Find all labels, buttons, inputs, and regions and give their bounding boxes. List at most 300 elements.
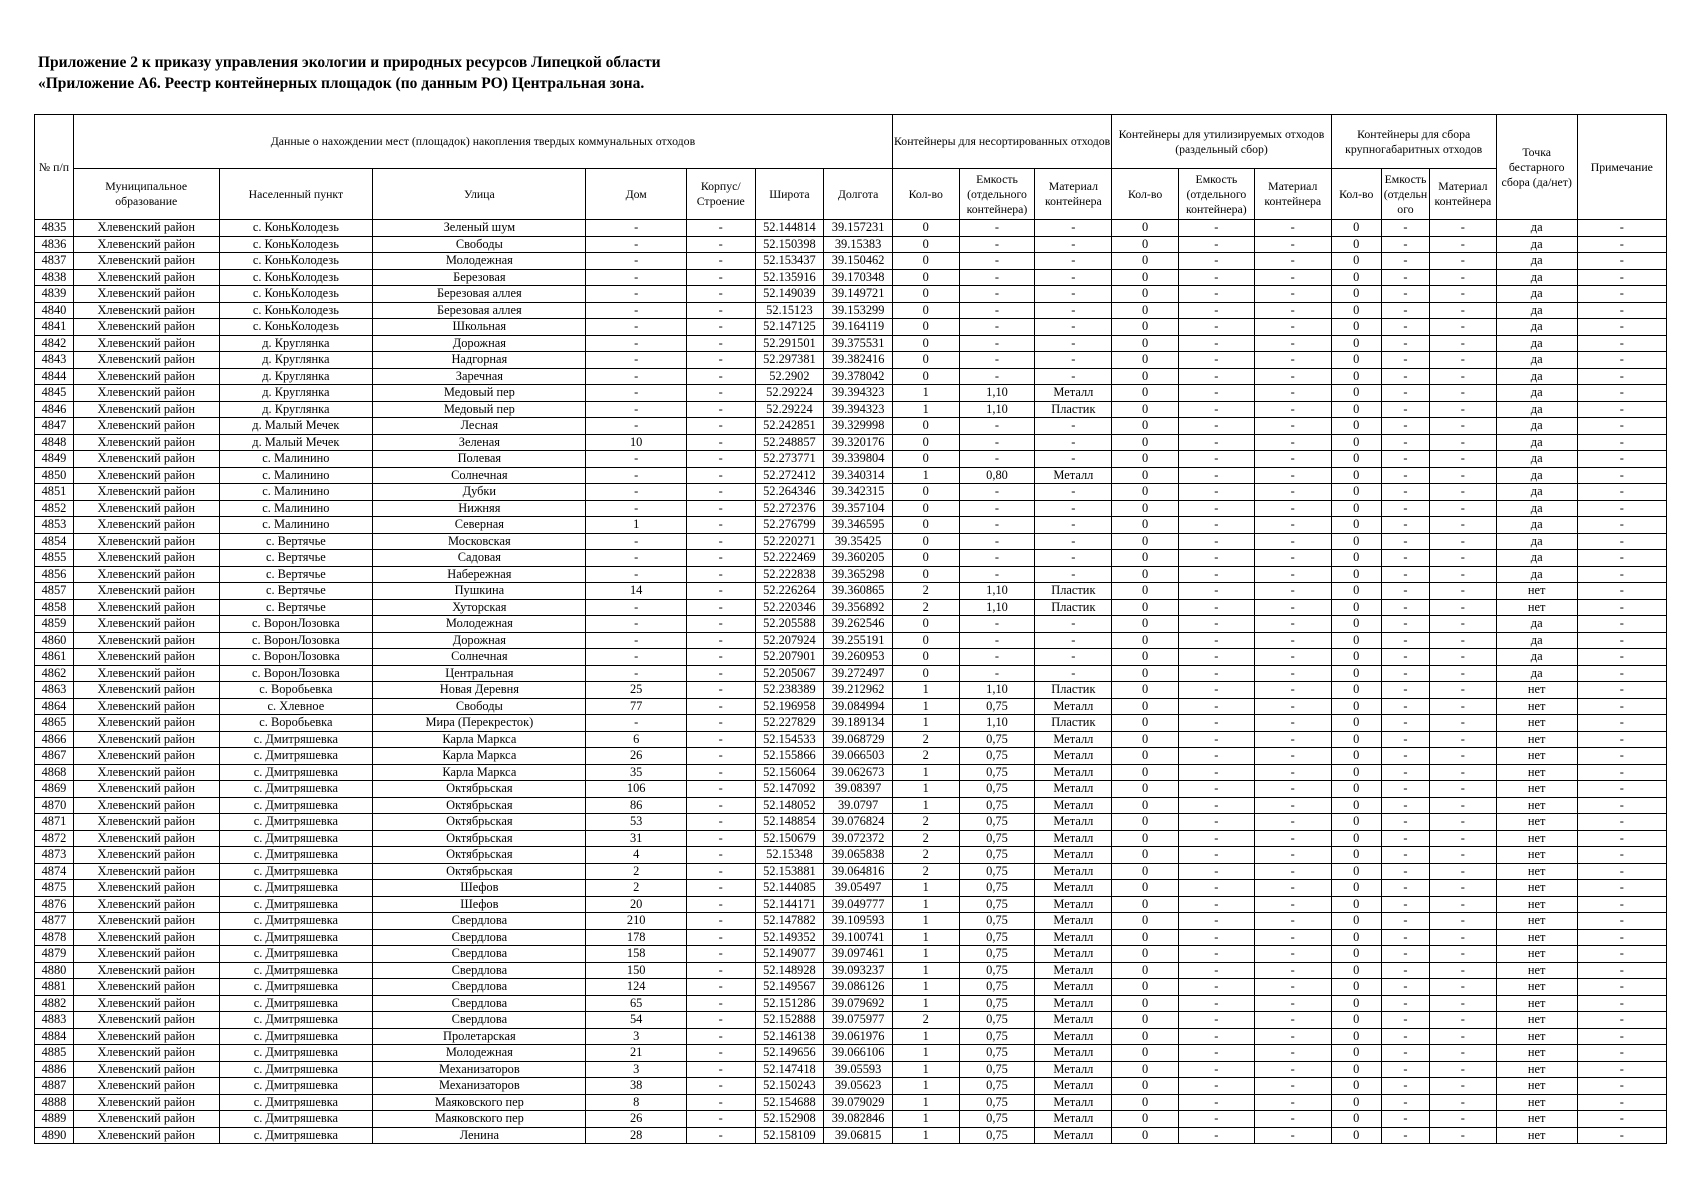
cell-building: - <box>686 946 755 963</box>
cell-lat: 52.150398 <box>755 236 824 253</box>
cell-recycled-capacity: - <box>1178 253 1254 270</box>
cell-unsorted-count: 2 <box>892 583 959 600</box>
cell-unsorted-material: Металл <box>1035 946 1112 963</box>
cell-building: - <box>686 352 755 369</box>
cell-note: - <box>1577 764 1666 781</box>
cell-street: Свободы <box>373 236 586 253</box>
cell-bulky-material: - <box>1430 335 1497 352</box>
cell-unsorted-capacity: - <box>959 236 1035 253</box>
cell-bulky-material: - <box>1430 517 1497 534</box>
cell-point: нет <box>1496 731 1577 748</box>
cell-note: - <box>1577 269 1666 286</box>
cell-bulky-capacity: - <box>1381 253 1429 270</box>
cell-note: - <box>1577 434 1666 451</box>
cell-point: нет <box>1496 962 1577 979</box>
cell-num: 4881 <box>35 979 74 996</box>
cell-unsorted-capacity: 1,10 <box>959 385 1035 402</box>
cell-unsorted-material: Металл <box>1035 995 1112 1012</box>
cell-bulky-material: - <box>1430 962 1497 979</box>
cell-bulky-capacity: - <box>1381 220 1429 237</box>
cell-num: 4836 <box>35 236 74 253</box>
table-row <box>35 649 1667 666</box>
cell-settlement: с. Вертячье <box>219 550 373 567</box>
cell-point: да <box>1496 550 1577 567</box>
cell-house: - <box>586 352 686 369</box>
cell-recycled-capacity: - <box>1178 748 1254 765</box>
cell-building: - <box>686 715 755 732</box>
cell-lat: 52.29224 <box>755 385 824 402</box>
cell-bulky-material: - <box>1430 748 1497 765</box>
cell-recycled-material: - <box>1254 302 1331 319</box>
cell-num: 4837 <box>35 253 74 270</box>
cell-street: Октябрьская <box>373 830 586 847</box>
cell-unsorted-capacity: - <box>959 418 1035 435</box>
cell-num: 4848 <box>35 434 74 451</box>
cell-recycled-capacity: - <box>1178 517 1254 534</box>
table-row <box>35 913 1667 930</box>
cell-recycled-count: 0 <box>1112 583 1179 600</box>
cell-recycled-capacity: - <box>1178 814 1254 831</box>
cell-house: 158 <box>586 946 686 963</box>
cell-house: - <box>586 665 686 682</box>
cell-municipality: Хлевенский район <box>73 896 219 913</box>
cell-lon: 39.272497 <box>824 665 893 682</box>
table-row <box>35 434 1667 451</box>
header-note: Примечание <box>1577 115 1666 220</box>
cell-note: - <box>1577 517 1666 534</box>
cell-unsorted-count: 1 <box>892 385 959 402</box>
cell-municipality: Хлевенский район <box>73 1012 219 1029</box>
cell-street: Свердлова <box>373 1012 586 1029</box>
cell-house: - <box>586 550 686 567</box>
cell-street: Свердлова <box>373 995 586 1012</box>
cell-house: 86 <box>586 797 686 814</box>
cell-building: - <box>686 566 755 583</box>
cell-bulky-capacity: - <box>1381 286 1429 303</box>
cell-settlement: с. Дмитряшевка <box>219 1045 373 1062</box>
cell-recycled-material: - <box>1254 352 1331 369</box>
cell-municipality: Хлевенский район <box>73 286 219 303</box>
cell-point: нет <box>1496 863 1577 880</box>
cell-house: - <box>586 616 686 633</box>
cell-unsorted-count: 1 <box>892 995 959 1012</box>
cell-unsorted-material: Металл <box>1035 1061 1112 1078</box>
cell-street: Солнечная <box>373 649 586 666</box>
cell-lon: 39.339804 <box>824 451 893 468</box>
cell-recycled-count: 0 <box>1112 451 1179 468</box>
cell-house: - <box>586 715 686 732</box>
cell-unsorted-capacity: - <box>959 517 1035 534</box>
cell-street: Солнечная <box>373 467 586 484</box>
cell-bulky-count: 0 <box>1331 913 1381 930</box>
cell-street: Лесная <box>373 418 586 435</box>
cell-num: 4867 <box>35 748 74 765</box>
cell-house: 178 <box>586 929 686 946</box>
cell-lon: 39.346595 <box>824 517 893 534</box>
cell-recycled-material: - <box>1254 1111 1331 1128</box>
cell-unsorted-capacity: - <box>959 352 1035 369</box>
table-row <box>35 550 1667 567</box>
cell-bulky-count: 0 <box>1331 962 1381 979</box>
table-row <box>35 385 1667 402</box>
cell-point: нет <box>1496 599 1577 616</box>
cell-lon: 39.356892 <box>824 599 893 616</box>
cell-bulky-material: - <box>1430 599 1497 616</box>
cell-unsorted-material: - <box>1035 286 1112 303</box>
cell-recycled-material: - <box>1254 797 1331 814</box>
cell-point: да <box>1496 269 1577 286</box>
cell-house: 26 <box>586 1111 686 1128</box>
cell-note: - <box>1577 467 1666 484</box>
cell-municipality: Хлевенский район <box>73 1028 219 1045</box>
cell-note: - <box>1577 962 1666 979</box>
cell-recycled-capacity: - <box>1178 665 1254 682</box>
cell-point: да <box>1496 649 1577 666</box>
cell-street: Молодежная <box>373 1045 586 1062</box>
cell-settlement: с. Малинино <box>219 517 373 534</box>
cell-lat: 52.227829 <box>755 715 824 732</box>
cell-note: - <box>1577 335 1666 352</box>
table-row <box>35 830 1667 847</box>
cell-bulky-capacity: - <box>1381 401 1429 418</box>
cell-lat: 52.154533 <box>755 731 824 748</box>
cell-recycled-capacity: - <box>1178 236 1254 253</box>
table-row <box>35 302 1667 319</box>
cell-bulky-material: - <box>1430 401 1497 418</box>
cell-street: Полевая <box>373 451 586 468</box>
cell-note: - <box>1577 649 1666 666</box>
cell-settlement: д. Круглянка <box>219 385 373 402</box>
cell-building: - <box>686 467 755 484</box>
cell-lon: 39.061976 <box>824 1028 893 1045</box>
table-row <box>35 665 1667 682</box>
cell-recycled-capacity: - <box>1178 484 1254 501</box>
cell-bulky-capacity: - <box>1381 599 1429 616</box>
cell-point: да <box>1496 533 1577 550</box>
cell-recycled-material: - <box>1254 649 1331 666</box>
cell-recycled-material: - <box>1254 830 1331 847</box>
cell-street: Набережная <box>373 566 586 583</box>
cell-unsorted-count: 2 <box>892 863 959 880</box>
cell-recycled-capacity: - <box>1178 880 1254 897</box>
cell-bulky-count: 0 <box>1331 484 1381 501</box>
cell-bulky-capacity: - <box>1381 500 1429 517</box>
cell-unsorted-capacity: 1,10 <box>959 715 1035 732</box>
cell-settlement: с. Дмитряшевка <box>219 1028 373 1045</box>
cell-bulky-count: 0 <box>1331 1094 1381 1111</box>
cell-settlement: с. Дмитряшевка <box>219 1127 373 1144</box>
cell-unsorted-capacity: 0,75 <box>959 1127 1035 1144</box>
cell-recycled-count: 0 <box>1112 1028 1179 1045</box>
cell-bulky-material: - <box>1430 220 1497 237</box>
cell-house: - <box>586 385 686 402</box>
cell-building: - <box>686 995 755 1012</box>
cell-unsorted-count: 0 <box>892 253 959 270</box>
cell-recycled-count: 0 <box>1112 962 1179 979</box>
cell-settlement: д. Круглянка <box>219 401 373 418</box>
cell-building: - <box>686 616 755 633</box>
cell-recycled-count: 0 <box>1112 781 1179 798</box>
cell-street: Зеленая <box>373 434 586 451</box>
cell-point: нет <box>1496 896 1577 913</box>
cell-num: 4866 <box>35 731 74 748</box>
cell-recycled-count: 0 <box>1112 484 1179 501</box>
cell-house: 124 <box>586 979 686 996</box>
cell-recycled-count: 0 <box>1112 616 1179 633</box>
cell-bulky-capacity: - <box>1381 1045 1429 1062</box>
cell-bulky-count: 0 <box>1331 467 1381 484</box>
cell-num: 4859 <box>35 616 74 633</box>
cell-building: - <box>686 434 755 451</box>
cell-bulky-capacity: - <box>1381 913 1429 930</box>
cell-recycled-capacity: - <box>1178 1012 1254 1029</box>
cell-building: - <box>686 319 755 336</box>
cell-settlement: с. Малинино <box>219 467 373 484</box>
cell-note: - <box>1577 368 1666 385</box>
cell-unsorted-count: 2 <box>892 830 959 847</box>
cell-municipality: Хлевенский район <box>73 863 219 880</box>
cell-bulky-count: 0 <box>1331 583 1381 600</box>
cell-building: - <box>686 863 755 880</box>
cell-unsorted-count: 0 <box>892 616 959 633</box>
cell-house: 2 <box>586 863 686 880</box>
cell-recycled-count: 0 <box>1112 1078 1179 1095</box>
table-row <box>35 467 1667 484</box>
cell-recycled-count: 0 <box>1112 500 1179 517</box>
cell-unsorted-capacity: - <box>959 319 1035 336</box>
cell-unsorted-material: - <box>1035 319 1112 336</box>
cell-bulky-material: - <box>1430 682 1497 699</box>
cell-unsorted-material: Металл <box>1035 880 1112 897</box>
cell-municipality: Хлевенский район <box>73 418 219 435</box>
cell-point: нет <box>1496 814 1577 831</box>
cell-note: - <box>1577 913 1666 930</box>
cell-point: нет <box>1496 797 1577 814</box>
cell-municipality: Хлевенский район <box>73 533 219 550</box>
cell-unsorted-capacity: - <box>959 533 1035 550</box>
cell-municipality: Хлевенский район <box>73 632 219 649</box>
cell-bulky-count: 0 <box>1331 220 1381 237</box>
cell-recycled-capacity: - <box>1178 451 1254 468</box>
cell-recycled-capacity: - <box>1178 946 1254 963</box>
cell-recycled-capacity: - <box>1178 1061 1254 1078</box>
cell-bulky-capacity: - <box>1381 616 1429 633</box>
cell-unsorted-material: Металл <box>1035 1012 1112 1029</box>
cell-house: 1 <box>586 517 686 534</box>
cell-bulky-material: - <box>1430 1045 1497 1062</box>
cell-point: нет <box>1496 682 1577 699</box>
cell-unsorted-capacity: 0,75 <box>959 1094 1035 1111</box>
cell-lon: 39.255191 <box>824 632 893 649</box>
cell-municipality: Хлевенский район <box>73 764 219 781</box>
header-bulky-capacity: Емкость (отдельн ого <box>1381 169 1429 220</box>
cell-bulky-capacity: - <box>1381 533 1429 550</box>
cell-recycled-count: 0 <box>1112 220 1179 237</box>
cell-recycled-count: 0 <box>1112 401 1179 418</box>
cell-recycled-capacity: - <box>1178 863 1254 880</box>
cell-settlement: с. Дмитряшевка <box>219 880 373 897</box>
cell-recycled-capacity: - <box>1178 368 1254 385</box>
cell-house: - <box>586 632 686 649</box>
cell-municipality: Хлевенский район <box>73 847 219 864</box>
cell-building: - <box>686 632 755 649</box>
cell-unsorted-material: Металл <box>1035 731 1112 748</box>
cell-num: 4853 <box>35 517 74 534</box>
cell-point: да <box>1496 566 1577 583</box>
cell-num: 4870 <box>35 797 74 814</box>
cell-unsorted-count: 1 <box>892 715 959 732</box>
cell-note: - <box>1577 847 1666 864</box>
cell-unsorted-capacity: - <box>959 484 1035 501</box>
header-point: Точка бестарного сбора (да/нет) <box>1496 115 1577 220</box>
table-row <box>35 599 1667 616</box>
cell-unsorted-capacity: - <box>959 269 1035 286</box>
cell-building: - <box>686 764 755 781</box>
cell-municipality: Хлевенский район <box>73 731 219 748</box>
cell-note: - <box>1577 1111 1666 1128</box>
cell-municipality: Хлевенский район <box>73 269 219 286</box>
cell-bulky-count: 0 <box>1331 715 1381 732</box>
header-lon: Долгота <box>824 169 893 220</box>
cell-settlement: с. ВоронЛозовка <box>219 616 373 633</box>
cell-building: - <box>686 401 755 418</box>
cell-num: 4883 <box>35 1012 74 1029</box>
cell-building: - <box>686 302 755 319</box>
cell-municipality: Хлевенский район <box>73 500 219 517</box>
cell-bulky-count: 0 <box>1331 1028 1381 1045</box>
cell-settlement: с. Дмитряшевка <box>219 995 373 1012</box>
cell-settlement: с. ВоронЛозовка <box>219 632 373 649</box>
cell-unsorted-count: 0 <box>892 632 959 649</box>
cell-lat: 52.205067 <box>755 665 824 682</box>
cell-building: - <box>686 253 755 270</box>
cell-recycled-material: - <box>1254 253 1331 270</box>
cell-unsorted-material: Металл <box>1035 1028 1112 1045</box>
cell-lon: 39.05623 <box>824 1078 893 1095</box>
cell-lat: 52.291501 <box>755 335 824 352</box>
cell-lon: 39.05593 <box>824 1061 893 1078</box>
cell-recycled-material: - <box>1254 1028 1331 1045</box>
cell-lon: 39.065838 <box>824 847 893 864</box>
cell-unsorted-material: Металл <box>1035 797 1112 814</box>
cell-bulky-material: - <box>1430 368 1497 385</box>
cell-house: - <box>586 368 686 385</box>
cell-note: - <box>1577 946 1666 963</box>
header-bulky-material: Материал контейнера <box>1430 169 1497 220</box>
cell-recycled-capacity: - <box>1178 319 1254 336</box>
cell-street: Маяковского пер <box>373 1111 586 1128</box>
cell-lat: 52.153437 <box>755 253 824 270</box>
cell-lon: 39.062673 <box>824 764 893 781</box>
cell-municipality: Хлевенский район <box>73 748 219 765</box>
header-unsorted-capacity: Емкость (отдельного контейнера) <box>959 169 1035 220</box>
cell-municipality: Хлевенский район <box>73 962 219 979</box>
table-row <box>35 715 1667 732</box>
cell-settlement: с. Вертячье <box>219 566 373 583</box>
cell-settlement: с. Дмитряшевка <box>219 814 373 831</box>
cell-lat: 52.158109 <box>755 1127 824 1144</box>
cell-num: 4889 <box>35 1111 74 1128</box>
cell-point: да <box>1496 418 1577 435</box>
cell-recycled-capacity: - <box>1178 500 1254 517</box>
cell-unsorted-count: 0 <box>892 269 959 286</box>
cell-municipality: Хлевенский район <box>73 913 219 930</box>
table-row <box>35 269 1667 286</box>
cell-unsorted-count: 2 <box>892 599 959 616</box>
cell-house: - <box>586 649 686 666</box>
cell-bulky-material: - <box>1430 434 1497 451</box>
cell-point: да <box>1496 665 1577 682</box>
cell-house: - <box>586 500 686 517</box>
cell-recycled-capacity: - <box>1178 616 1254 633</box>
cell-lat: 52.147882 <box>755 913 824 930</box>
cell-recycled-capacity: - <box>1178 962 1254 979</box>
cell-municipality: Хлевенский район <box>73 550 219 567</box>
cell-recycled-capacity: - <box>1178 781 1254 798</box>
cell-building: - <box>686 698 755 715</box>
cell-unsorted-count: 1 <box>892 1028 959 1045</box>
cell-recycled-material: - <box>1254 1127 1331 1144</box>
cell-bulky-count: 0 <box>1331 764 1381 781</box>
cell-num: 4846 <box>35 401 74 418</box>
cell-building: - <box>686 649 755 666</box>
table-row <box>35 1111 1667 1128</box>
cell-recycled-material: - <box>1254 731 1331 748</box>
cell-municipality: Хлевенский район <box>73 995 219 1012</box>
cell-bulky-capacity: - <box>1381 698 1429 715</box>
table-row <box>35 533 1667 550</box>
cell-num: 4880 <box>35 962 74 979</box>
cell-num: 4850 <box>35 467 74 484</box>
cell-bulky-count: 0 <box>1331 748 1381 765</box>
cell-house: 35 <box>586 764 686 781</box>
header-location-group: Данные о нахождении мест (площадок) накопления твердых коммунальных отходов <box>73 115 892 169</box>
cell-building: - <box>686 335 755 352</box>
cell-street: Пролетарская <box>373 1028 586 1045</box>
cell-bulky-count: 0 <box>1331 1012 1381 1029</box>
header-recycled-count: Кол-во <box>1112 169 1179 220</box>
cell-unsorted-count: 1 <box>892 698 959 715</box>
cell-lon: 39.357104 <box>824 500 893 517</box>
cell-bulky-material: - <box>1430 500 1497 517</box>
cell-lat: 52.156064 <box>755 764 824 781</box>
cell-unsorted-material: - <box>1035 517 1112 534</box>
cell-unsorted-count: 0 <box>892 352 959 369</box>
cell-lon: 39.394323 <box>824 385 893 402</box>
cell-bulky-capacity: - <box>1381 1028 1429 1045</box>
cell-unsorted-material: Металл <box>1035 764 1112 781</box>
cell-settlement: с. Дмитряшевка <box>219 1078 373 1095</box>
cell-bulky-count: 0 <box>1331 781 1381 798</box>
cell-house: 150 <box>586 962 686 979</box>
cell-recycled-capacity: - <box>1178 731 1254 748</box>
cell-street: Шефов <box>373 896 586 913</box>
table-row <box>35 962 1667 979</box>
table-row <box>35 880 1667 897</box>
cell-street: Шефов <box>373 880 586 897</box>
cell-bulky-material: - <box>1430 880 1497 897</box>
cell-house: 2 <box>586 880 686 897</box>
cell-lat: 52.144171 <box>755 896 824 913</box>
cell-recycled-count: 0 <box>1112 1012 1179 1029</box>
cell-municipality: Хлевенский район <box>73 583 219 600</box>
cell-house: 3 <box>586 1028 686 1045</box>
table-row <box>35 896 1667 913</box>
cell-unsorted-count: 1 <box>892 1111 959 1128</box>
cell-settlement: с. Малинино <box>219 484 373 501</box>
cell-unsorted-capacity: - <box>959 335 1035 352</box>
cell-bulky-material: - <box>1430 946 1497 963</box>
